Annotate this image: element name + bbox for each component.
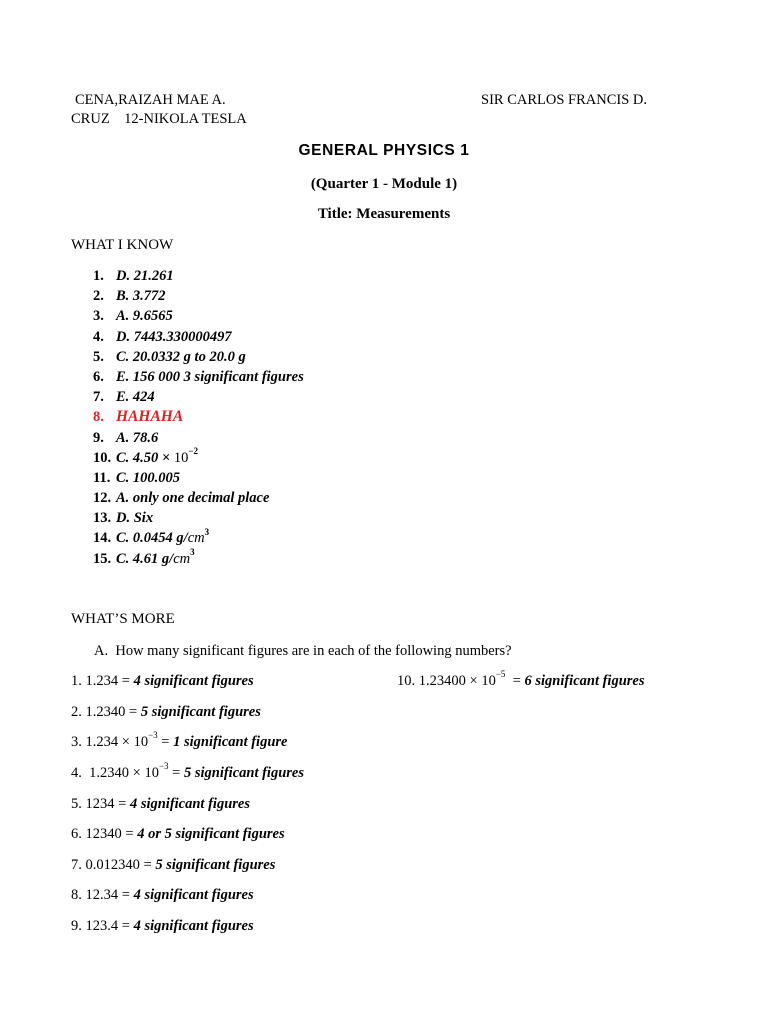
answer-item: 4. D. 7443.330000497 xyxy=(93,328,232,345)
sigfig-item: 5. 1234 = 4 significant figures xyxy=(71,796,250,812)
answer-item: 1. D. 21.261 xyxy=(93,268,174,284)
header-teacher-name: SIR CARLOS FRANCIS D. xyxy=(481,92,647,108)
answer-item: 10. C. $4.50 \times 10^{-2}$ xyxy=(93,445,198,466)
section-heading-whats-more: WHAT’S MORE xyxy=(71,611,175,627)
answer-item: 9. A. 78.6 xyxy=(93,429,159,446)
answer-item: 5. C. 20.0332 g to 20.0 g xyxy=(93,348,246,365)
answer-item: 7. E. 424 xyxy=(93,389,155,406)
sigfig-item: 1. 1.234 = 4 significant figures xyxy=(71,673,254,689)
answer-item: 6. E. 156 000 3 significant figures xyxy=(93,368,304,385)
answer-item: 12. A. only one decimal place xyxy=(93,490,270,507)
answer-item: 3. A. 9.6565 xyxy=(93,308,173,325)
answer-item: 2. B. 3.772 xyxy=(93,288,166,305)
section-heading-what-i-know: WHAT I KNOW xyxy=(71,237,174,253)
answer-item: 11. C. 100.005 xyxy=(93,469,181,486)
sigfig-item: 10. $1.23400 \times 10^{-5} = 6$ significant figures xyxy=(397,669,645,689)
answer-item-highlighted: 8. HAHAHA xyxy=(93,408,184,426)
header-student-name: CENA,RAIZAH MAE A. xyxy=(75,92,226,108)
sigfig-item: 8. 12.34 = 4 significant figures xyxy=(71,887,254,903)
sigfig-item: 4. $1.2340 \times 10^{-3} = 5$ significant figures xyxy=(71,761,304,781)
subject-title: GENERAL PHYSICS 1 xyxy=(298,142,470,159)
answer-item: 15. C. 4.61 $g/cm^3$ xyxy=(93,546,195,567)
whats-more-question: A. How many significant figures are in each of the following numbers? xyxy=(94,643,512,659)
sigfig-item: 9. 123.4 = 4 significant figures xyxy=(71,918,254,934)
sigfig-item: 3. $1.234 \times 10^{-3} = 1$ significant figure xyxy=(71,730,288,750)
answer-item: 13. D. Six xyxy=(93,510,154,527)
what-i-know-answers xyxy=(93,266,304,569)
header-line-2: CRUZ 12-NIKOLA TESLA xyxy=(71,111,247,127)
sigfig-item: 6. 12340 = 4 or 5 significant figures xyxy=(71,826,285,842)
sigfig-item: 2. 1.2340 = 5 significant figures xyxy=(71,704,261,720)
document-title: Title: Measurements xyxy=(317,206,451,222)
sigfig-item: 7. 0.012340 = 5 significant figures xyxy=(71,857,276,873)
answer-item: 14. C. 0.0454 $g/cm^3$ xyxy=(93,526,210,547)
quarter-module: (Quarter 1 - Module 1) xyxy=(310,176,458,192)
